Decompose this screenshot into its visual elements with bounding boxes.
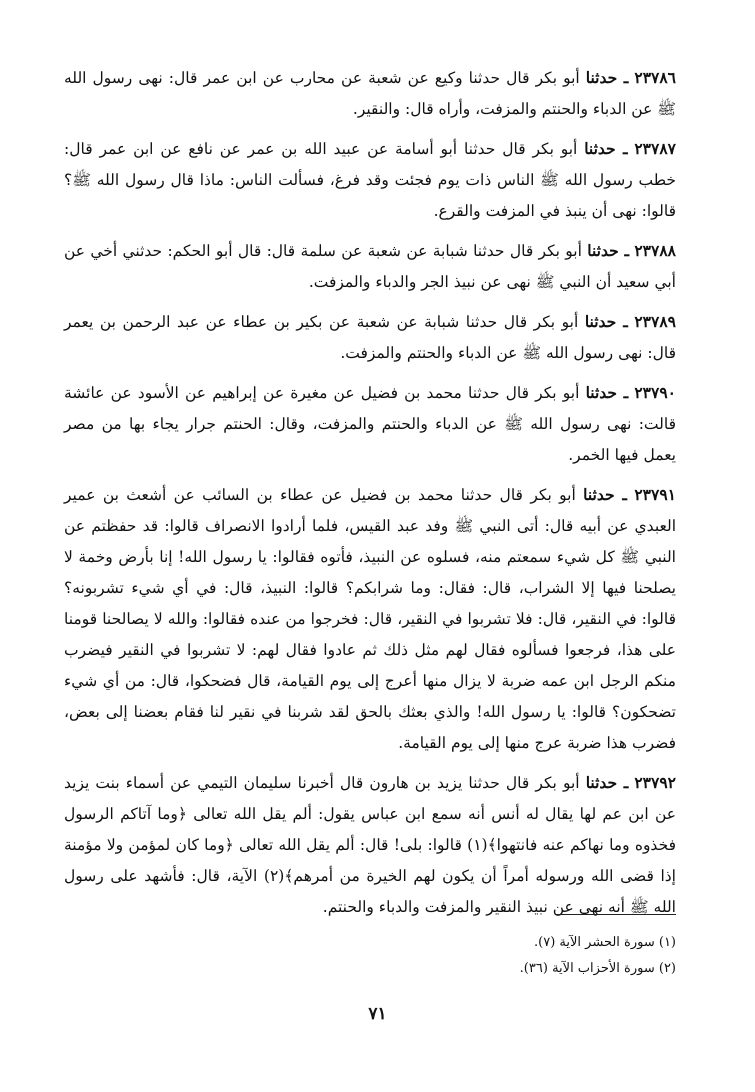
- page-number: ٧١: [368, 1004, 387, 1024]
- hadith-number: ٢٣٧٩٢: [634, 773, 676, 792]
- hadith-paragraph: [64, 377, 676, 471]
- hadith-paragraph: [64, 235, 676, 298]
- hadith-number: ٢٣٧٨٧: [634, 139, 676, 158]
- hadith-text: أبو بكر قال حدثنا يزيد بن هارون قال أخبرنا سليمان التيمي عن أسماء بنت يزيد عن ابن عم لها يقال له أنس أنه سمع ابن عباس يقول: ألم يقل الله تعالى ﴿وما آتاكم الرسول فخذوه وما نهاكم عنه فانتهوا﴾(١) قالوا: بلى! قال: ألم يقل الله تعالى ﴿وما كان لمؤمن ولا مؤمنة إذا قضى الله ورسوله أمراً أن يكون لهم الخيرة من أمرهم﴾(٢) الآية، قال: فأشهد على رسول الله ﷺ أنه نهى عن نبيذ النقير والمزفت والدباء والحنتم.: [64, 774, 676, 916]
- hadith-number: ٢٣٧٨٩: [634, 312, 676, 331]
- hadith-paragraph: [64, 306, 676, 369]
- hadith-text: أبو بكر قال حدثنا محمد بن فضيل عن مغيرة عن إبراهيم عن الأسود عن عائشة قالت: نهى رسول الله ﷺ عن الدباء والحنتم والمزفت، وقال: الحنتم جرار يجاء بها من مصر يعمل فيها الخمر.: [64, 384, 676, 464]
- footnotes: [64, 930, 676, 982]
- hadith-text: أبو بكر قال حدثنا محمد بن فضيل عن عطاء بن السائب عن أشعث بن عمير العبدي عن أبيه قال: أتى النبي ﷺ وفد عبد القيس، فلما أرادوا الانصراف قالوا: قد حفظتم عن النبي ﷺ كل شيء سمعتم منه، فسلوه عن النبيذ، فأتوه فقالوا: يا رسول الله! إنا بأرض وخمة لا يصلحنا فيها إلا الشراب، قال: فقال: وما شرابكم؟ قالوا: النبيذ، قال: في أي شيء تشربونه؟ قالوا: في النقير، قال: فلا تشربوا في النقير، قال: فخرجوا من عنده فقالوا: والله لا يصالحنا قومنا على هذا، فرجعوا فسألوه فقال لهم مثل ذلك ثم عادوا فقال لهم: لا تشربوا في النقير فيضرب منكم الرجل ابن عمه ضربة لا يزال منها أعرج إلى يوم القيامة، قال فضحكوا، قال: من أي شيء تضحكون؟ قالوا: يا رسول الله! والذي بعثك بالحق لقد شربنا في نقير لنا فقام بعضنا إلى بعض، فضرب هذا ضربة عرج منها إلى يوم القيامة.: [64, 486, 676, 752]
- footnote: (٢) سورة الأحزاب الآية (٣٦).: [519, 961, 676, 976]
- hadith-lead: ـ حدثنا: [585, 68, 629, 87]
- hadith-text: أبو بكر قال حدثنا وكيع عن شعبة عن محارب عن ابن عمر قال: نهى رسول الله ﷺ عن الدباء والحنتم والمزفت، وأراه قال: والنقير.: [64, 69, 676, 118]
- hadith-lead: ـ حدثنا: [583, 485, 627, 504]
- footnote-divider: [556, 914, 676, 915]
- hadith-paragraph: [64, 62, 676, 125]
- hadith-lead: ـ حدثنا: [584, 312, 628, 331]
- hadith-text: أبو بكر قال حدثنا شبابة عن شعبة عن بكير بن عطاء عن عبد الرحمن بن يعمر قال: نهى رسول الله ﷺ عن الدباء والحنتم والمزفت.: [64, 313, 676, 362]
- hadith-lead: ـ حدثنا: [585, 773, 629, 792]
- hadith-text: أبو بكر قال حدثنا أبو أسامة عن عبيد الله بن عمر عن نافع عن ابن عمر قال: خطب رسول الله ﷺ الناس ذات يوم فجئت وقد فرغ، فسألت الناس: ماذا قال رسول الله ﷺ؟ قالوا: نهى أن ينبذ في المزفت والقرع.: [64, 140, 676, 220]
- hadith-number: ٢٣٧٨٦: [634, 68, 677, 87]
- hadith-paragraph: [64, 767, 676, 923]
- footnote: (١) سورة الحشر الآية (٧).: [534, 935, 676, 950]
- hadith-paragraph: [64, 133, 676, 227]
- hadith-paragraph: [64, 479, 676, 759]
- hadith-number: ٢٣٧٩٠: [634, 383, 676, 402]
- hadith-text: أبو بكر قال حدثنا شبابة عن شعبة عن سلمة قال: قال أبو الحكم: حدثني أخي عن أبي سعيد أن النبي ﷺ نهى عن نبيذ الجر والدباء والمزفت.: [64, 242, 676, 291]
- hadith-number: ٢٣٧٨٨: [634, 241, 676, 260]
- hadith-lead: ـ حدثنا: [584, 139, 628, 158]
- hadith-lead: ـ حدثنا: [587, 241, 630, 260]
- hadith-lead: ـ حدثنا: [585, 383, 629, 402]
- hadith-number: ٢٣٧٩١: [634, 485, 676, 504]
- page-body: [64, 62, 676, 931]
